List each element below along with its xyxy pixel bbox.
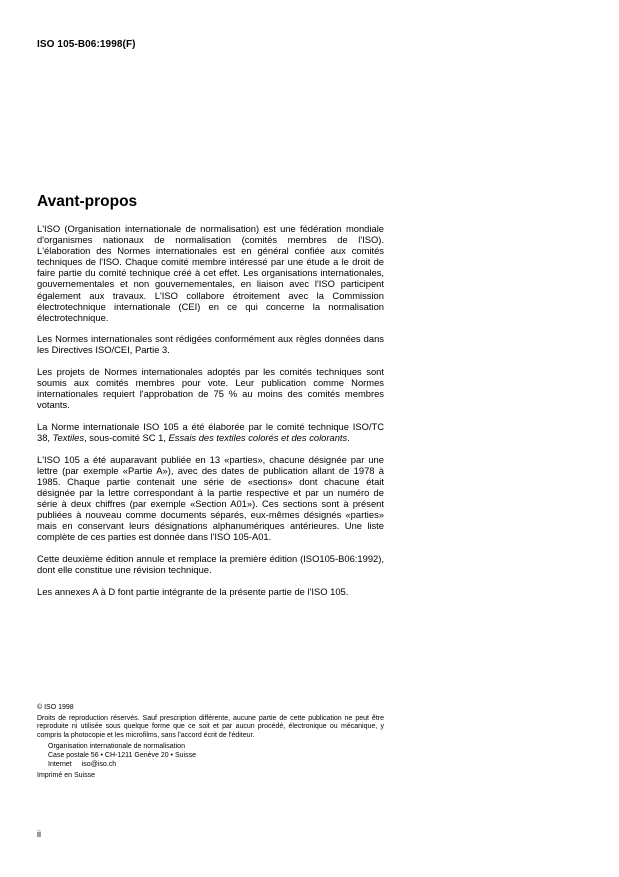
paragraph-voting: Les projets de Normes internationales adoptés par les comités techniques sont soumis aux comités membres pour vote. Leur publication comme Normes internationales requiert l'approbation de 75 % au moins des comités membres votants. — [37, 366, 384, 411]
internet-line — [37, 761, 384, 770]
rights-statement: Droits de reproduction réservés. Sauf prescription différente, aucune partie de cette publication ne peut être reproduite ni utilisée sous quelque forme que ce soit et par aucun procédé, électronique ou mécanique, y compris la photocopie et les microfilms, sans l'accord écrit de l'éditeur. — [37, 714, 384, 739]
postal-address: Case postale 56 • CH-1211 Genève 20 • Suisse — [48, 751, 196, 759]
copyright-notice — [37, 704, 384, 781]
paragraph-edition: Cette deuxième édition annule et remplace la première édition (ISO105-B06:1992), dont elle constitue une révision technique. — [37, 552, 384, 575]
paragraph-drafting-rules: Les Normes internationales sont rédigées conformément aux règles données dans les Directives ISO/CEI, Partie 3. — [37, 333, 384, 356]
committee-text-2: , sous-comité SC 1, — [84, 432, 169, 443]
section-title: Avant-propos — [37, 193, 138, 210]
internet-email: iso@iso.ch — [81, 760, 117, 768]
subcommittee-name: Essais des textiles colorés et des colorants — [168, 432, 348, 443]
internet-label: Internet — [48, 760, 72, 768]
paragraph-annexes: Les annexes A à D font partie intégrante de la présente partie de l'ISO 105. — [37, 585, 349, 597]
foreword-body — [37, 223, 384, 597]
org-name: Organisation internationale de normalisation — [48, 743, 185, 751]
committee-text-1: La Norme internationale ISO 105 a été élaborée par le comité technique ISO/TC 38, — [37, 420, 384, 443]
paragraph-iso-description: L'ISO (Organisation internationale de normalisation) est une fédération mondiale d'organismes nationaux de normalisation (comités membres de l'ISO). L'élaboration des Normes internationales est en général confiée aux comités techniques de l'ISO. Chaque comité membre intéressé par une étude a le droit de faire partie du comité technique créé à cet effet. Les organisations internationales, gouvernementales et non gouvernementales, en liaison avec l'ISO participent également aux travaux. L'ISO collabore étroitement avec la Commission électrotechnique internationale (CEI) en ce qui concerne la normalisation électrotechnique. — [37, 223, 384, 323]
document-designation: ISO 105-B06:1998(F) — [37, 39, 136, 50]
committee-name-textiles: Textiles — [52, 432, 85, 443]
page-number: ii — [37, 829, 41, 839]
printed-in: Imprimé en Suisse — [37, 772, 95, 780]
copyright-line: © ISO 1998 — [37, 704, 74, 711]
paragraph-committee — [37, 421, 384, 443]
committee-text-3: . — [347, 432, 350, 443]
paragraph-history: L'ISO 105 a été auparavant publiée en 13 «parties», chacune désignée par une lettre (par exemple «Partie A»), avec des dates de publication allant de 1978 à 1985. Chaque partie contenait une série de «sections» dont chacune était désignée par la lettre correspondant à la partie respective et par un numéro de série à deux chiffres (par exemple «Section A01»). Ces sections sont à présent publiées à nouveau comme documents séparés, eux-mêmes désignés «parties» mais en conservant leurs désignations alphanumériques antérieures. Une liste complète de ces parties est donnée dans l'ISO 105-A01. — [37, 453, 384, 543]
